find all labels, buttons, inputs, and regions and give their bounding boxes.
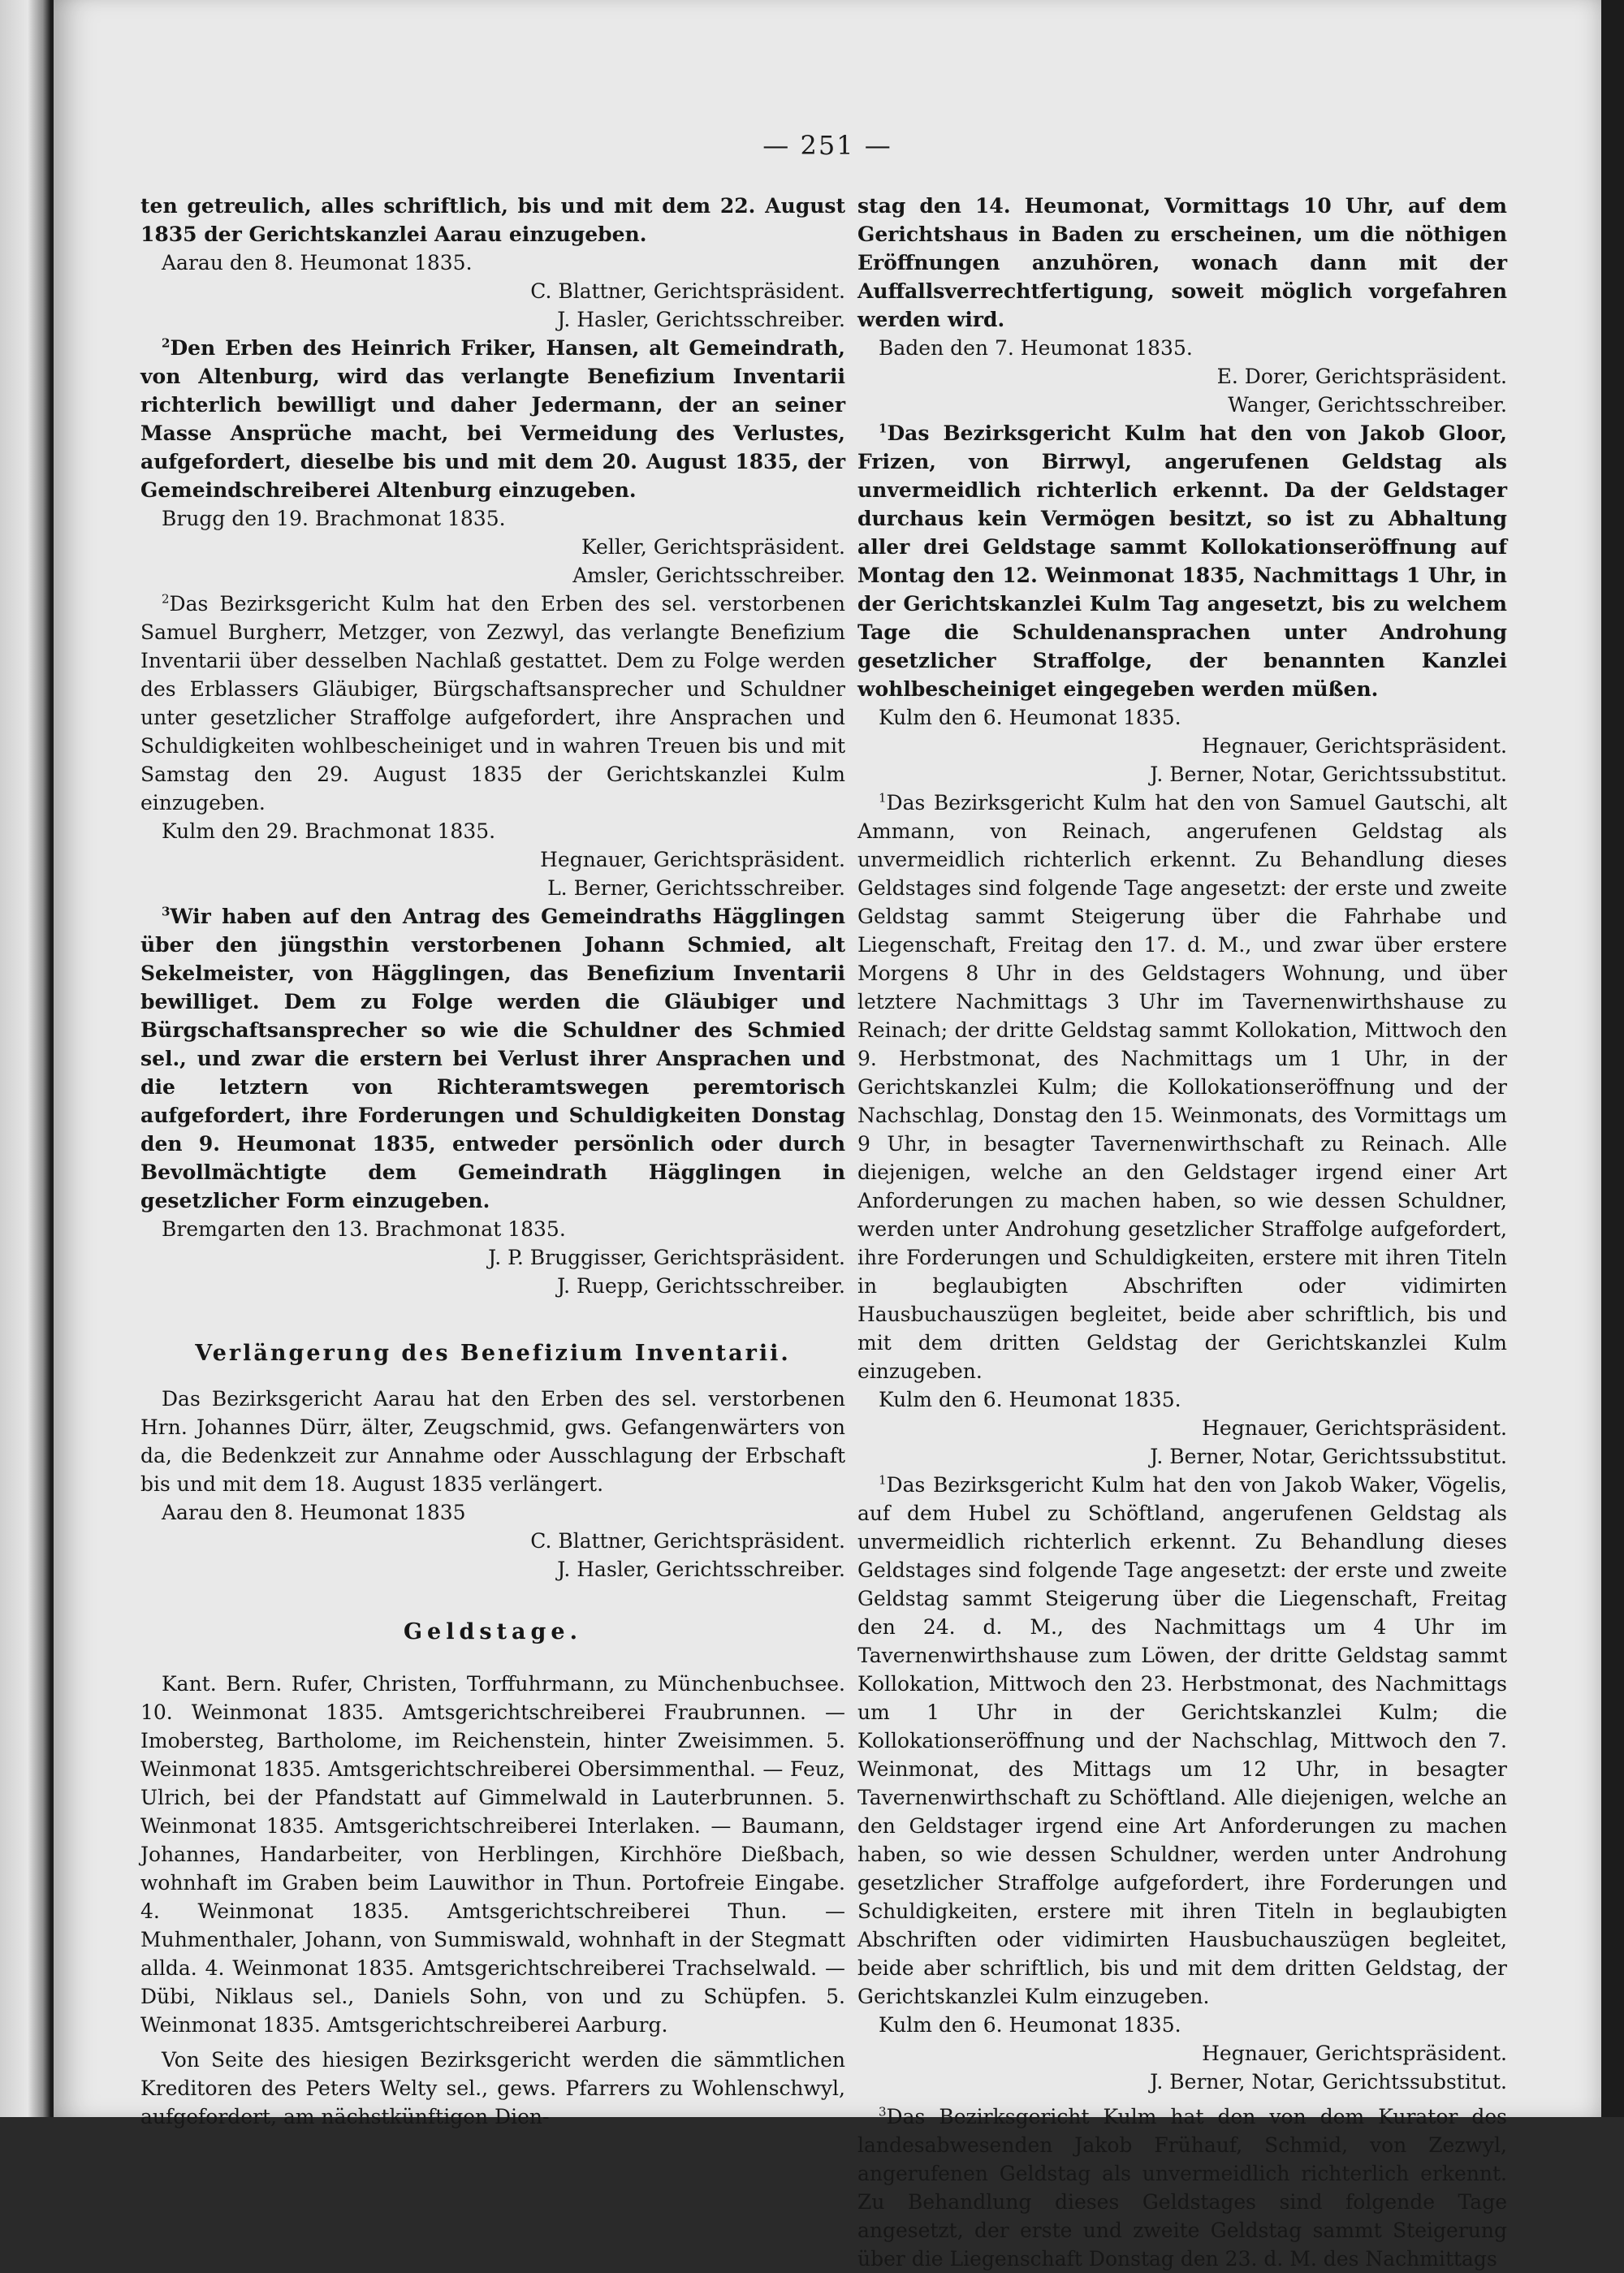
notice-signature-president: C. Blattner, Gerichtspräsident. [530, 1529, 845, 1553]
notice-place-date: Kulm den 6. Heumonat 1835. [879, 706, 1181, 729]
notice-signature-clerk: J. Ruepp, Gerichtsschreiber. [557, 1274, 845, 1298]
notice-signature-president: Hegnauer, Gerichtspräsident. [1202, 1416, 1507, 1440]
notice-signature-substitute: J. Berner, Notar, Gerichtssubstitut. [1150, 763, 1507, 786]
insertion-mark: 3 [162, 904, 171, 919]
notice-place-date: Baden den 7. Heumonat 1835. [879, 336, 1193, 360]
notice-place-date: Aarau den 8. Heumonat 1835 [162, 1501, 466, 1524]
notice-duerr-aarau [140, 1385, 845, 1584]
notice-waker-schoeftland [857, 1471, 1507, 2096]
notice-gautschi-reinach [857, 789, 1507, 1471]
notice-text: stag den 14. Heumonat, Vormittags 10 Uhr, auf dem Gerichtshaus in Baden zu erscheinen, um die nöthigen Eröffnungen anzuhören, wonach dann mit der Auffallsverrechtfertigung, soweit möglich vorgefahren werden wird. [857, 194, 1507, 331]
notice-burgherr-zezwyl [140, 590, 845, 902]
notice-body: Das Bezirksgericht Kulm hat den von Jakob Waker, Vögelis, auf dem Hubel zu Schöftland, angerufenen Geldstag als unvermeidlich richterlich erkennt. Zu Behandlung dieses Geldstages sind folgende Tage angesetzt: der erste und zweite Geldstag sammt Steigerung über die Liegenschaft, Freitag den 24. d. M., des Nachmittags um 4 Uhr im Tavernenwirthshause zum Löwen, der dritte Geldstag sammt Kollokation, Mittwoch den 23. Herbstmonat, des Nachmittags um 1 Uhr in der Gerichtskanzlei Kulm; die Kollokationseröffnung und der Nachschlag, Mittwoch den 7. Weinmonat, des Mittags um 12 Uhr, in besagter Tavernenwirthschaft zu Schöftland. Alle diejenigen, welche an den Geldstager irgend eine Art Anforderungen zu machen haben, so wie dessen Schuldner, werden unter Androhung gesetzlicher Straffolge aufgefordert, ihre Forderungen und Schuldigkeiten, erstere mit ihren Titeln in beglaubigten Abschriften oder vidimirten Hausbuchauszügen begleitet, beide aber schriftlich, bis und mit dem dritten Geldstag, der Gerichtskanzlei Kulm einzugeben. [857, 1473, 1507, 2008]
notice-kanton-bern-list [140, 1670, 845, 2039]
notice-body: Das Bezirksgericht Kulm hat den von dem Kurator des landesabwesenden Jakob Frühauf, Schmid, von Zezwyl, angerufenen Geldstag als unvermeidlich richterlich erkennt. Zu Behandlung dieses Geldstages sind folgende Tage angesetzt, der erste und zweite Geldstag sammt Steigerung über die Liegenschaft Donstag den 23. d. M. des Nachmittags [857, 2105, 1507, 2271]
page-number: — 251 — [762, 130, 892, 161]
notice-place-date: Kulm den 6. Heumonat 1835. [879, 1388, 1181, 1411]
section-heading-geldstage: Geldstage. [404, 1619, 582, 1644]
notice-body: Das Bezirksgericht Kulm hat den Erben des sel. verstorbenen Samuel Burgherr, Metzger, von Zezwyl, das verlangte Benefizium Inventarii über desselben Nachlaß gestattet. Dem zu Folge werden des Erblassers Gläubiger, Bürgschaftsansprecher und Schuldner unter gesetzlicher Straffolge aufgefordert, ihre Ansprachen und Schuldigkeiten wohlbescheiniget und in wahren Treuen bis und mit Samstag den 29. August 1835 der Gerichtskanzlei Kulm einzugeben. [140, 592, 845, 815]
notice-place-date: Kulm den 29. Brachmonat 1835. [162, 819, 496, 843]
notice-gloor-birrwyl [857, 419, 1507, 789]
notice-signature-clerk: Amsler, Gerichtsschreiber. [572, 564, 845, 587]
notice-signature-president: Keller, Gerichtspräsident. [581, 535, 845, 559]
notice-schmied-haegglingen [140, 902, 845, 1300]
notice-signature-clerk: J. Hasler, Gerichtsschreiber. [557, 1558, 845, 1581]
notice-body: Wir haben auf den Antrag des Gemeindraths Hägglingen über den jüngsthin verstorbenen Johann Schmied, alt Sekelmeister, von Hägglingen, das Benefizium Inventarii bewilliget. Dem zu Folge werden die Gläubiger und Bürgschaftsansprecher so wie die Schuldner des Schmied sel., und zwar die erstern bei Verlust ihrer Ansprachen und die letztern von Richteramtswegen peremtorisch aufgefordert, ihre Forderungen und Schuldigkeiten Donstag den 9. Heumonat 1835, entweder persönlich oder durch Bevollmächtigte dem Gemeindrath Hägglingen in gesetzlicher Form einzugeben. [140, 905, 845, 1212]
notice-text [857, 789, 1507, 1385]
notice-text [857, 1471, 1507, 2011]
notice-place-date: Brugg den 19. Brachmonat 1835. [162, 507, 506, 530]
notice-text: ten getreulich, alles schriftlich, bis und mit dem 22. August 1835 der Gerichtskanzlei Aarau einzugeben. [140, 194, 845, 246]
notice-welty-wohlenschwyl [140, 2046, 845, 2131]
notice-body: Den Erben des Heinrich Friker, Hansen, alt Gemeindrath, von Altenburg, wird das verlangte Benefizium Inventarii richterlich bewilligt und daher Jedermann, der an seiner Masse Ansprüche macht, bei Vermeidung des Verlustes, aufgefordert, dieselbe bis und mit dem 20. August 1835, der Gemeindschreiberei Altenburg einzugeben. [140, 336, 845, 502]
notice-signature-president: Hegnauer, Gerichtspräsident. [1202, 734, 1507, 758]
notice-text: Von Seite des hiesigen Bezirksgericht werden die sämmtlichen Kreditoren des Peters Welty sel., gews. Pfarrers zu Wohlenschwyl, aufgefordert, am nächstkünftigen Dien- [140, 2048, 845, 2128]
notice-signature-clerk: J. Hasler, Gerichtsschreiber. [557, 308, 845, 331]
notice-text: Das Bezirksgericht Aarau hat den Erben des sel. verstorbenen Hrn. Johannes Dürr, älter, Zeugschmid, gws. Gefangenwärters von da, die Bedenkzeit zur Annahme oder Ausschlagung der Erbschaft bis und mit dem 18. August 1835 verlängert. [140, 1387, 845, 1496]
notice-body: Das Bezirksgericht Kulm hat den von Samuel Gautschi, alt Ammann, von Reinach, angerufenen Geldstag als unvermeidlich richterlich erkennt. Zu Behandlung dieses Geldstages sind folgende Tage angesetzt: der erste und zweite Geldstag sammt Steigerung über die Fahrhabe und Liegenschaft, Freitag den 17. d. M., und zwar über erstere Morgens 8 Uhr in des Geldstagers Wohnung, und über letztere Nachmittags 3 Uhr im Tavernenwirthshause zu Reinach; der dritte Geldstag sammt Kollokation, Mittwoch den 9. Herbstmonat, des Nachmittags um 1 Uhr, in der Gerichtskanzlei Kulm; die Kollokationseröffnung und der Nachschlag, Donstag den 15. Weinmonats, des Vormittags um 9 Uhr, in besagter Tavernenwirthschaft zu Reinach. Alle diejenigen, welche an den Geldstager irgend einer Art Anforderungen zu machen haben, so wie dessen Schuldner, werden unter Androhung gesetzlicher Straffolge aufgefordert, ihre Forderungen und Schuldigkeiten, erstere mit ihren Titeln in beglaubigten Abschriften oder vidimirten Hausbuchauszügen begleitet, beide aber schriftlich, bis und mit dem dritten Geldstag der Gerichtskanzlei Kulm einzugeben. [857, 791, 1507, 1383]
insertion-mark: 3 [879, 2104, 887, 2120]
left-column [140, 192, 845, 2128]
notice-signature-clerk: Wanger, Gerichtsschreiber. [1228, 393, 1507, 417]
insertion-mark: 1 [879, 1472, 887, 1488]
insertion-mark: 2 [162, 591, 170, 607]
notice-text [140, 590, 845, 817]
notice-place-date: Aarau den 8. Heumonat 1835. [162, 251, 473, 274]
notice-aarau-benefizium-end [140, 192, 845, 334]
notice-place-date: Kulm den 6. Heumonat 1835. [879, 2013, 1181, 2037]
notice-signature-substitute: J. Berner, Notar, Gerichtssubstitut. [1150, 1445, 1507, 1468]
notice-signature-president: Hegnauer, Gerichtspräsident. [540, 848, 845, 871]
notice-signature-president: Hegnauer, Gerichtspräsident. [1202, 2042, 1507, 2065]
insertion-mark: 1 [879, 421, 888, 436]
newspaper-page [54, 0, 1601, 2271]
notice-text [857, 419, 1507, 703]
notice-body: Das Bezirksgericht Kulm hat den von Jakob Gloor, Frizen, von Birrwyl, angerufenen Geldstag als unvermeidlich richterlich erkennt. Da der Geldstager durchaus kein Vermögen besitzt, so ist zu Abhaltung aller drei Geldstage sammt Kollokationseröffnung auf Montag den 12. Weinmonat 1835, Nachmittags 1 Uhr, in der Gerichtskanzlei Kulm Tag angesetzt, bis zu welchem Tage die Schuldenansprachen unter Androhung gesetzlicher Straffolge, der benannten Kanzlei wohlbescheiniget eingegeben werden müßen. [857, 421, 1507, 701]
notice-signature-president: E. Dorer, Gerichtspräsident. [1216, 365, 1507, 388]
insertion-mark: 2 [162, 335, 171, 351]
notice-place-date: Bremgarten den 13. Brachmonat 1835. [162, 1217, 566, 1241]
notice-signature-president: C. Blattner, Gerichtspräsident. [530, 279, 845, 303]
notice-text [857, 2102, 1507, 2273]
notice-friker-altenburg [140, 334, 845, 590]
insertion-mark: 1 [879, 790, 887, 806]
notice-signature-substitute: J. Berner, Notar, Gerichtssubstitut. [1150, 2070, 1507, 2094]
right-column [857, 192, 1507, 2271]
notice-text: Kant. Bern. Rufer, Christen, Torffuhrmann, zu Münchenbuchsee. 10. Weinmonat 1835. Amtsgerichtschreiberei Fraubrunnen. — Imobersteg, Bartholome, im Reichenstein, hinter Zweisimmen. 5. Weinmonat 1835. Amtsgerichtschreiberei Obersimmenthal. — Feuz, Ulrich, bei der Pfandstatt auf Gimmelwald in Lauterbrunnen. 5. Weinmonat 1835. Amtsgerichtschreiberei Interlaken. — Baumann, Johannes, Handarbeiter, von Herblingen, Kirchhöre Dießbach, wohnhaft im Graben beim Lauwithor in Thun. Portofreie Eingabe. 4. Weinmonat 1835. Amtsgerichtschreiberei Thun. — Muhmenthaler, Johann, von Summiswald, wohnhaft in der Stegmatt allda. 4. Weinmonat 1835. Amtsgerichtschreiberei Trachselwald. — Dübi, Niklaus sel., Daniels Sohn, von und zu Schüpfen. 5. Weinmonat 1835. Amtsgerichtschreiberei Aarburg. [140, 1672, 845, 2037]
notice-signature-clerk: L. Berner, Gerichtsschreiber. [547, 876, 845, 900]
previous-page-edge [0, 0, 50, 2117]
notice-signature-president: J. P. Bruggisser, Gerichtspräsident. [488, 1246, 845, 1269]
notice-text [140, 334, 845, 504]
notice-text [140, 902, 845, 1215]
section-heading-verlaengerung: Verlängerung des Benefizium Inventarii. [195, 1341, 791, 1366]
notice-welty-continued [857, 192, 1507, 419]
notice-fruehauf-zezwyl [857, 2102, 1507, 2273]
